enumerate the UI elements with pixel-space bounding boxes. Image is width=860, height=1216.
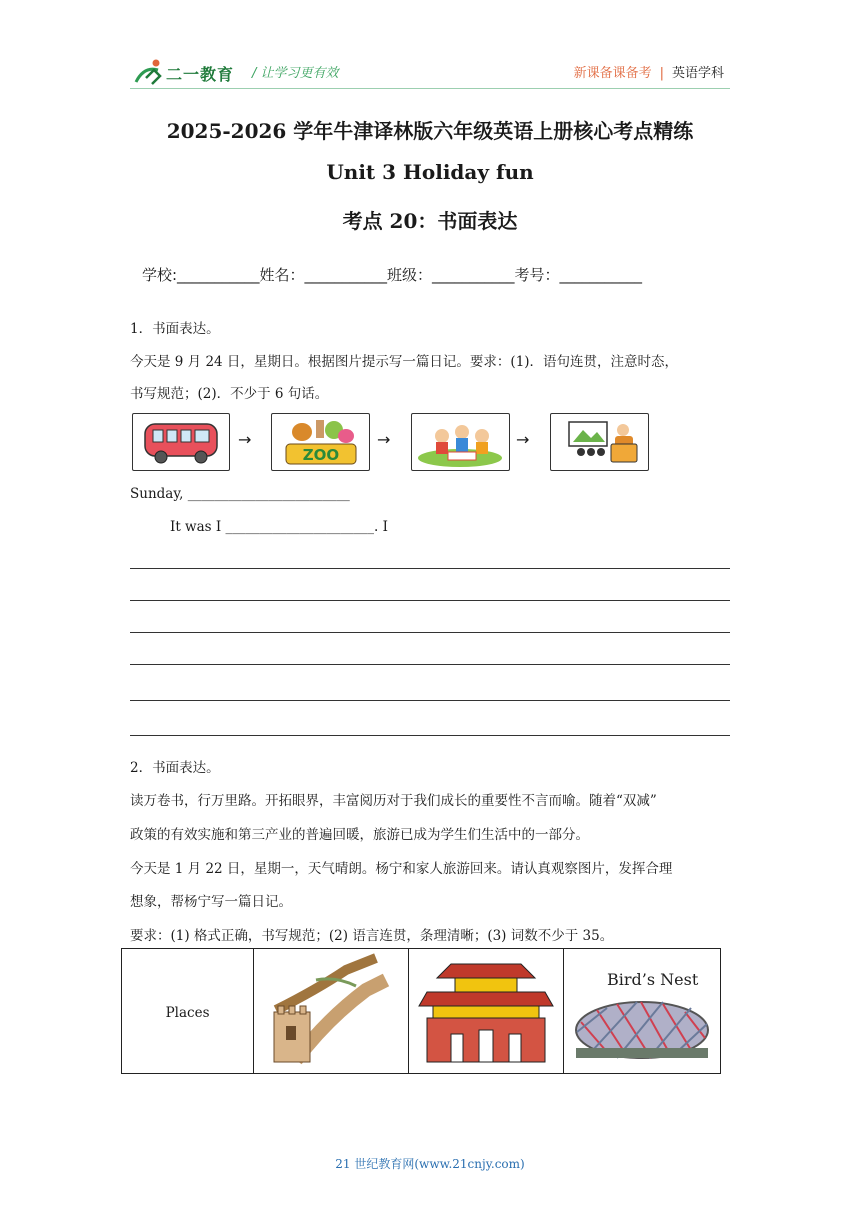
cinema-icon <box>551 414 648 470</box>
doc-title: 2025-2026 学年牛津译林版六年级英语上册核心考点精练 <box>166 119 694 143</box>
header-slogan: / 让学习更有效 <box>252 66 339 81</box>
arrow-2: → <box>377 430 391 449</box>
bus-picture <box>132 413 230 471</box>
q2-requirements: 要求：(1) 格式正确，书写规范；(2) 语言连贯，条理清晰；(3) 词数不少于 35。 <box>130 928 614 944</box>
places-label-cell <box>122 949 254 1074</box>
q2-heading: 2．书面表达。 <box>130 760 220 776</box>
q1-sunday-line: Sunday, ________________________ <box>130 486 350 502</box>
header-right <box>574 62 724 81</box>
zoo-icon <box>272 414 369 470</box>
writing-line <box>130 664 730 665</box>
footer-link[interactable]: 21 世纪教育网(www.21cnjy.com) <box>335 1157 525 1171</box>
student-info-line: 学校:___________姓名：___________班级：___________考号：___________ <box>142 266 643 284</box>
q2-paragraph-1: 读万卷书，行万里路。开拓眼界，丰富阅历对于我们成长的重要性不言而喻。随着“双减” <box>130 793 657 809</box>
arrow-3: → <box>516 430 530 449</box>
q2-paragraph-3: 今天是 1 月 22 日，星期一，天气晴朗。杨宁和家人旅游回来。请认真观察图片，发挥合理 <box>130 861 673 877</box>
zoo-picture <box>271 413 370 471</box>
birds-nest-icon <box>567 952 717 1070</box>
header-tagline: 新课备课备考 <box>573 66 652 81</box>
tiananmen-icon <box>411 950 561 1068</box>
svg-text:ZOO: ZOO <box>302 446 340 464</box>
q2-paragraph-2: 政策的有效实施和第三产业的普遍回暖，旅游已成为学生们生活中的一部分。 <box>130 827 589 843</box>
cinema-picture <box>550 413 649 471</box>
q1-instruction-1: 今天是 9 月 24 日，星期日。根据图片提示写一篇日记。要求：(1)．语句连贯，注意时态， <box>130 354 679 370</box>
arrow-1: → <box>238 430 252 449</box>
writing-line <box>130 600 730 601</box>
birds-nest-figure <box>567 952 717 1070</box>
unit-title: Unit 3 Holiday fun <box>326 160 534 184</box>
q2-paragraph-4: 想象，帮杨宁写一篇日记。 <box>130 894 292 910</box>
q1-heading: 1．书面表达。 <box>130 321 220 337</box>
brand-logo-text: 二一教育 <box>166 65 235 84</box>
writing-line <box>130 735 730 736</box>
header-divider <box>130 88 730 89</box>
great-wall-cell <box>254 949 409 1074</box>
picnic-icon <box>412 414 509 470</box>
tiananmen-cell <box>409 949 564 1074</box>
picnic-picture <box>411 413 510 471</box>
q1-start-line: It was I ______________________. I <box>170 519 388 535</box>
birds-nest-label: Bird’s Nest <box>607 970 699 989</box>
header-separator: | <box>659 66 664 81</box>
places-label: Places <box>165 1004 210 1021</box>
bus-icon <box>133 414 229 470</box>
writing-line <box>130 700 730 701</box>
places-table <box>121 948 721 1074</box>
header-subject: 英语学科 <box>671 66 724 81</box>
writing-line <box>130 568 730 569</box>
topic-title: 考点 20：书面表达 <box>342 209 518 233</box>
great-wall-icon <box>256 950 406 1068</box>
q1-instruction-2: 书写规范；(2)．不少于 6 句话。 <box>130 386 329 402</box>
table-row <box>122 949 721 1074</box>
birds-nest-cell <box>564 949 721 1074</box>
writing-line <box>130 632 730 633</box>
